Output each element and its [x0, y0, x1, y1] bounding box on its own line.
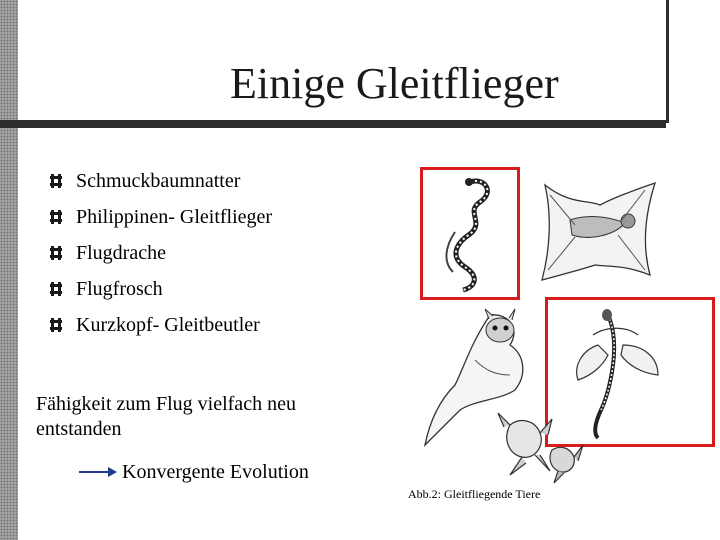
statement-text: Fähigkeit zum Flug vielfach neu entstanden [36, 393, 296, 440]
bullet-text: Flugfrosch [76, 278, 163, 300]
list-item [50, 235, 272, 271]
list-item [50, 163, 272, 199]
figure-caption: Abb.2: Gleitfliegende Tiere [408, 487, 541, 501]
bullet-text: Flugdrache [76, 242, 166, 264]
arrow-right-icon [78, 465, 118, 479]
conclusion-row [78, 458, 309, 486]
bullet-text: Kurzkopf- Gleitbeutler [76, 314, 260, 336]
list-item [50, 307, 272, 343]
bullet-list [50, 163, 272, 343]
bullet-icon [50, 281, 62, 297]
list-item [50, 199, 272, 235]
title-rule [0, 120, 666, 128]
bullet-icon [50, 209, 62, 225]
slide-title: Einige Gleitflieger [230, 59, 559, 108]
list-item [50, 271, 272, 307]
bullet-icon [50, 245, 62, 261]
figure-illustration [405, 155, 715, 485]
bullet-text: Schmuckbaumnatter [76, 170, 241, 192]
bullet-icon [50, 173, 62, 189]
colugo-illustration [530, 175, 660, 285]
snake-illustration [425, 172, 515, 295]
bullet-icon [50, 317, 62, 333]
bullet-text: Philippinen- Gleitflieger [76, 206, 273, 228]
flying-frog-illustration [490, 405, 585, 485]
conclusion-text: Konvergente Evolution [122, 460, 309, 483]
